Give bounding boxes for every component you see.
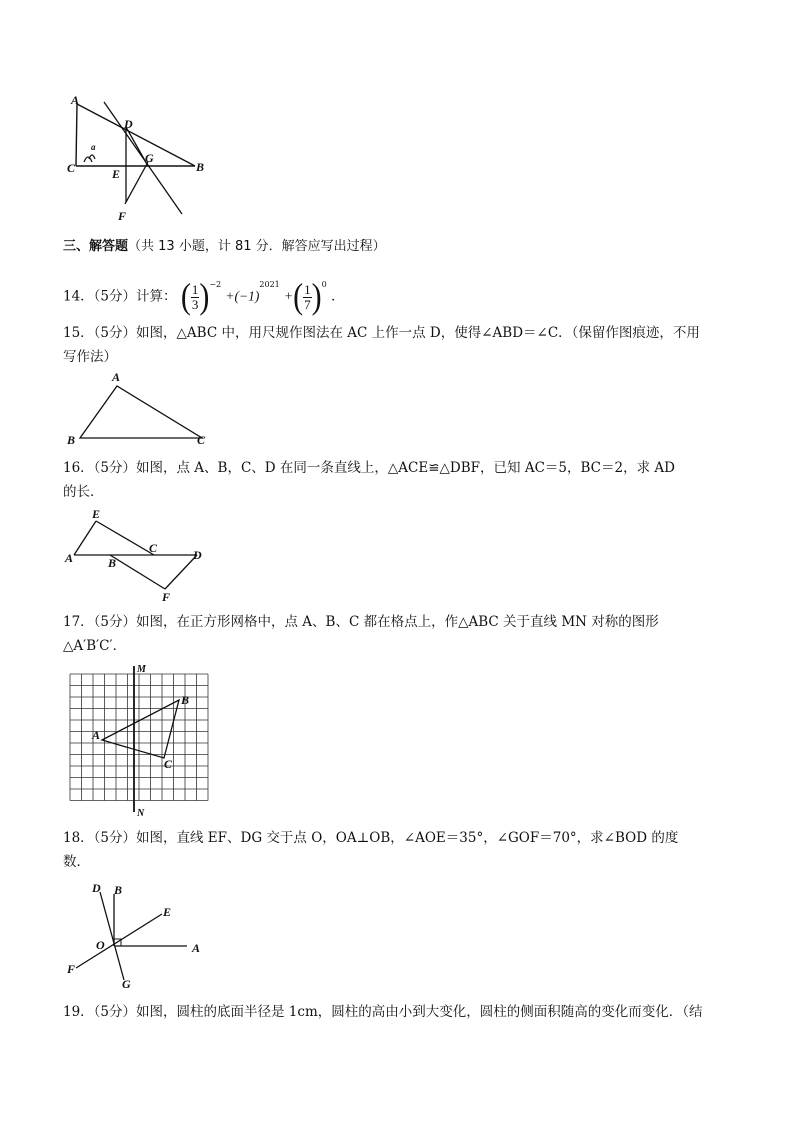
figure-q17 (62, 660, 222, 820)
section-title: 三、解答题 (63, 239, 129, 254)
question-18-line-2: 数． (63, 854, 90, 870)
q14-exponent-1: −2 (209, 280, 222, 289)
question-14: 14．（5分）计算： ( $\frac{1}{3}$ )$^{-2} +(-1)^{2021}$ +( $\frac{1}{7}$ )$^0$ ． (63, 276, 345, 317)
figure-q13 (62, 92, 222, 232)
section-subtitle: （共 13 小题，计 81 分．解答应写出过程） (128, 239, 386, 254)
label-c: C (67, 161, 76, 175)
label-b: B (67, 433, 76, 447)
label-m: M (137, 664, 146, 675)
construction-arcs (84, 155, 95, 162)
label-b: B (114, 883, 123, 897)
question-15-line-2: 写作法） (63, 349, 117, 365)
q14-fraction-1: $\frac{1}{3}$ (191, 281, 199, 312)
label-o: O (96, 938, 105, 952)
figure-q15 (62, 368, 222, 450)
label-d: D (124, 117, 133, 131)
label-e: E (163, 905, 172, 919)
label-b: B (196, 160, 205, 174)
q14-exponent-3: 0 (321, 280, 327, 289)
label-c: C (149, 541, 158, 555)
q14-fraction-2: $\frac{1}{7}$ (304, 281, 311, 312)
q14-number: 14．（5分）计算： (63, 288, 177, 305)
label-b: B (181, 693, 190, 707)
line-dg (100, 892, 124, 980)
label-f: F (118, 209, 127, 223)
figure-q18 (62, 876, 222, 996)
label-f: F (67, 962, 76, 976)
question-16-line-2: 的长． (63, 484, 104, 500)
label-a: A (65, 551, 74, 565)
segment-ab (77, 104, 195, 166)
label-f: F (162, 590, 171, 604)
label-d: D (92, 881, 101, 895)
section-heading (63, 236, 386, 257)
question-17-line-2: △A′B′C′． (63, 638, 127, 654)
label-a: A (71, 93, 80, 107)
label-e: E (92, 507, 101, 521)
question-19-line-1: 19．（5分）如图，圆柱的底面半径是 1cm，圆柱的高由小到大变化，圆柱的侧面积随高的变化而变化．（结 (63, 1004, 703, 1020)
q14-exponent-2: 2021 (259, 280, 280, 289)
label-g: G (145, 151, 154, 165)
label-e: E (112, 167, 121, 181)
label-b: B (108, 556, 117, 570)
segment-ae (74, 521, 96, 555)
q14-plus: + (284, 288, 294, 304)
label-a: A (112, 370, 121, 384)
q14-end: ． (331, 288, 345, 305)
label-g: G (122, 977, 131, 991)
label-c: C (197, 433, 206, 447)
label-n: N (137, 808, 145, 819)
question-18-line-1: 18．（5分）如图，直线 EF、DG 交于点 O，OA⊥OB，∠AOE＝35°，∠GOF＝70°，求∠BOD 的度 (63, 830, 679, 846)
question-17-line-1: 17．（5分）如图，在正方形网格中，点 A、B、C 都在格点上，作△ABC 关于直线 MN 对称的图形 (63, 614, 659, 630)
segment-ec (96, 521, 154, 555)
label-d: D (193, 548, 202, 562)
question-16-line-1: 16．（5分）如图，点 A、B，C、D 在同一条直线上，△ACE≌△DBF，已知 AC＝5，BC＝2，求 AD (63, 460, 675, 476)
label-arc: a (91, 142, 96, 152)
figure-q16 (62, 505, 222, 605)
label-a: A (92, 728, 101, 742)
question-15-line-1: 15．（5分）如图，△ABC 中，用尺规作图法在 AC 上作一点 D，使得∠ABD＝∠C．（保留作图痕迹，不用 (63, 325, 700, 341)
label-a: A (192, 941, 201, 955)
triangle-abc (80, 386, 202, 438)
segment-ac (76, 104, 77, 166)
segment-gf (125, 162, 148, 204)
q14-term-2: +(−1) (225, 288, 260, 304)
segment-bf (110, 555, 165, 589)
label-c: C (164, 757, 173, 771)
